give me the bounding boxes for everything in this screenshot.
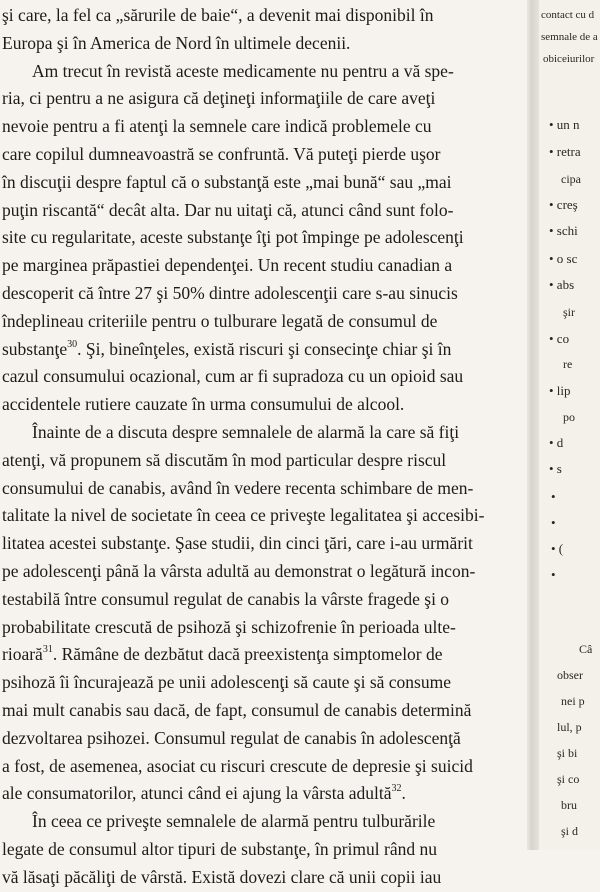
text-line — [2, 224, 522, 252]
line-text: ale consumatorilor, atunci când ei ajung la vârsta adultă — [2, 783, 392, 804]
facing-page-fragment: • schi — [549, 223, 578, 238]
facing-page-fragment: • — [551, 515, 556, 530]
line-text-after: . — [401, 783, 406, 804]
facing-page-fragment: • o sc — [549, 251, 578, 266]
line-text: testabilă între consumul regulat de canabis la vârste fragede şi o — [2, 588, 450, 609]
facing-page-fragment: • retra — [549, 144, 581, 159]
text-line — [2, 169, 522, 197]
line-text: substanţe — [2, 338, 68, 359]
facing-page-fragment: bru — [561, 798, 577, 812]
facing-page-fragment: • co — [549, 331, 570, 346]
footnote-ref: 30 — [67, 338, 78, 350]
text-line — [2, 113, 522, 141]
line-text: În ceea ce priveşte semnalele de alarmă pentru tulburările — [32, 811, 436, 832]
line-text: nevoie pentru a fi atenţi la semnele care indică problemele cu — [2, 116, 432, 137]
line-text: atenţi, vă propunem să discutăm în mod particular despre riscul — [2, 449, 447, 470]
line-text: a fost, de asemenea, asociat cu riscuri crescute de depresie şi suicid — [2, 755, 473, 776]
line-text: îndeplineau criteriile pentru o tulburare legată de consumul de — [2, 310, 438, 331]
line-text-after: . Rămâne de dezbătut dacă preexistenţa simptomelor de — [52, 644, 443, 665]
facing-page-fragment: cipa — [561, 172, 581, 186]
line-text: cazul consumului ocazional, cum ar fi supradoza cu un opioid sau — [2, 366, 464, 387]
line-text: consumului de canabis, având în vedere recenta schimbare de men- — [2, 477, 474, 498]
facing-page-fragment: nei p — [561, 694, 585, 708]
text-line — [2, 197, 522, 225]
line-text: care copilul dumneavoastră se confruntă. Vă puteţi pierde uşor — [2, 143, 441, 164]
line-text: legate de consumul altor tipuri de substanţe, în primul rând nu — [2, 838, 437, 859]
line-text: litatea acestei substanţe. Şase studii, din cinci ţări, care i-au urmărit — [2, 533, 473, 554]
facing-page-fragment: • un n — [549, 117, 580, 132]
footnote-ref: 31 — [42, 644, 53, 656]
text-line — [2, 308, 522, 336]
facing-page-fragment: • — [551, 567, 556, 582]
line-text: Europa şi în America de Nord în ultimele decenii. — [2, 32, 351, 53]
line-text: pe marginea prăpastiei dependenţei. Un recent studiu canadian a — [2, 255, 453, 276]
line-text: rioară — [2, 644, 43, 665]
facing-page-fragment: • abs — [549, 277, 575, 292]
book-gutter — [527, 0, 539, 850]
facing-page-fragment: obiceiurilor — [543, 53, 595, 65]
facing-page-fragment: şi bi — [557, 746, 578, 760]
facing-page-fragment: lul, p — [557, 720, 582, 734]
main-page — [2, 2, 522, 887]
text-line — [2, 780, 522, 808]
line-text: puţin riscantă“ decât alta. Dar nu uitaţi că, atunci când sunt folo- — [2, 199, 454, 220]
line-text: ria, ci pentru a ne asigura că deţineţi informaţiile de care aveţi — [2, 88, 436, 109]
facing-page-fragment: po — [563, 410, 575, 424]
line-text: accidentele rutiere cauzate în urma consumului de alcool. — [2, 394, 405, 415]
facing-page-fragment: şir — [563, 305, 575, 319]
facing-page-fragment: • d — [549, 435, 564, 450]
facing-page-fragment: • s — [549, 461, 562, 476]
facing-page-edge — [539, 0, 600, 850]
text-line — [2, 530, 522, 558]
text-line — [2, 363, 522, 391]
facing-page-fragment: re — [563, 357, 573, 371]
text-line — [2, 252, 522, 280]
text-line — [2, 475, 522, 503]
text-line — [2, 808, 522, 836]
text-line — [2, 669, 522, 697]
facing-page-fragment: semnale de a — [541, 31, 598, 43]
text-line — [2, 85, 522, 113]
line-text-after: . Şi, bineînţeles, există riscuri şi consecinţe chiar şi în — [77, 338, 452, 359]
facing-page-fragment: contact cu d — [541, 9, 595, 21]
facing-page-fragment: • — [551, 489, 556, 504]
text-line — [2, 641, 522, 669]
text-line — [2, 58, 522, 86]
line-text: pe adolescenţi până la vârsta adultă au demonstrat o legătură incon- — [2, 560, 476, 581]
text-line — [2, 336, 522, 364]
text-line — [2, 447, 522, 475]
text-line — [2, 586, 522, 614]
facing-page-fragment: obser — [557, 668, 583, 682]
facing-page-fragment: şi co — [557, 772, 580, 786]
line-text: talitate la nivel de societate în ceea ce priveşte legalitatea şi accesibi- — [2, 505, 485, 526]
text-line — [2, 558, 522, 586]
line-text: probabilitate crescută de psihoză şi schizofrenie în perioada ulte- — [2, 616, 456, 637]
line-text: Am trecut în revistă aceste medicamente nu pentru a vă spe- — [32, 60, 454, 81]
line-text: descoperit că între 27 şi 50% dintre adolescenţii care s-au sinucis — [2, 282, 458, 303]
line-text: şi care, la fel ca „sărurile de baie“, a devenit mai disponibil în — [2, 5, 434, 25]
text-line — [2, 836, 522, 864]
facing-page-fragment: • ( — [551, 541, 564, 556]
footnote-ref: 32 — [391, 783, 402, 795]
line-text: în discuţii despre faptul că o substanţă este „mai bună“ sau „mai — [2, 171, 452, 192]
facing-page-fragment: Câ — [579, 642, 593, 656]
text-line — [2, 280, 522, 308]
facing-page-fragment: • lip — [549, 383, 571, 398]
line-text: site cu regularitate, aceste substanţe îţi pot împinge pe adolescenţi — [2, 227, 464, 248]
line-text: Înainte de a discuta despre semnalele de alarmă la care să fiţi — [32, 421, 460, 442]
text-line — [2, 697, 522, 725]
line-text: mai mult canabis sau dacă, de fapt, consumul de canabis determină — [2, 699, 472, 720]
text-line — [2, 753, 522, 781]
line-text: vă lăsaţi păcăliţi de vârstă. Există dovezi clare că unii copii iau — [2, 866, 442, 887]
text-line — [2, 391, 522, 419]
text-line — [2, 2, 522, 30]
facing-page-fragment: • creş — [549, 197, 578, 212]
text-line — [2, 502, 522, 530]
facing-page-fragment: şi d — [561, 824, 579, 838]
text-line — [2, 614, 522, 642]
line-text: psihoză îi încurajează pe unii adolescenţi să caute şi să consume — [2, 672, 451, 693]
text-line — [2, 30, 522, 58]
text-line — [2, 864, 522, 892]
text-line — [2, 419, 522, 447]
text-line — [2, 141, 522, 169]
text-line — [2, 725, 522, 753]
line-text: dezvoltarea psihozei. Consumul regulat de canabis în adolescenţă — [2, 727, 461, 748]
